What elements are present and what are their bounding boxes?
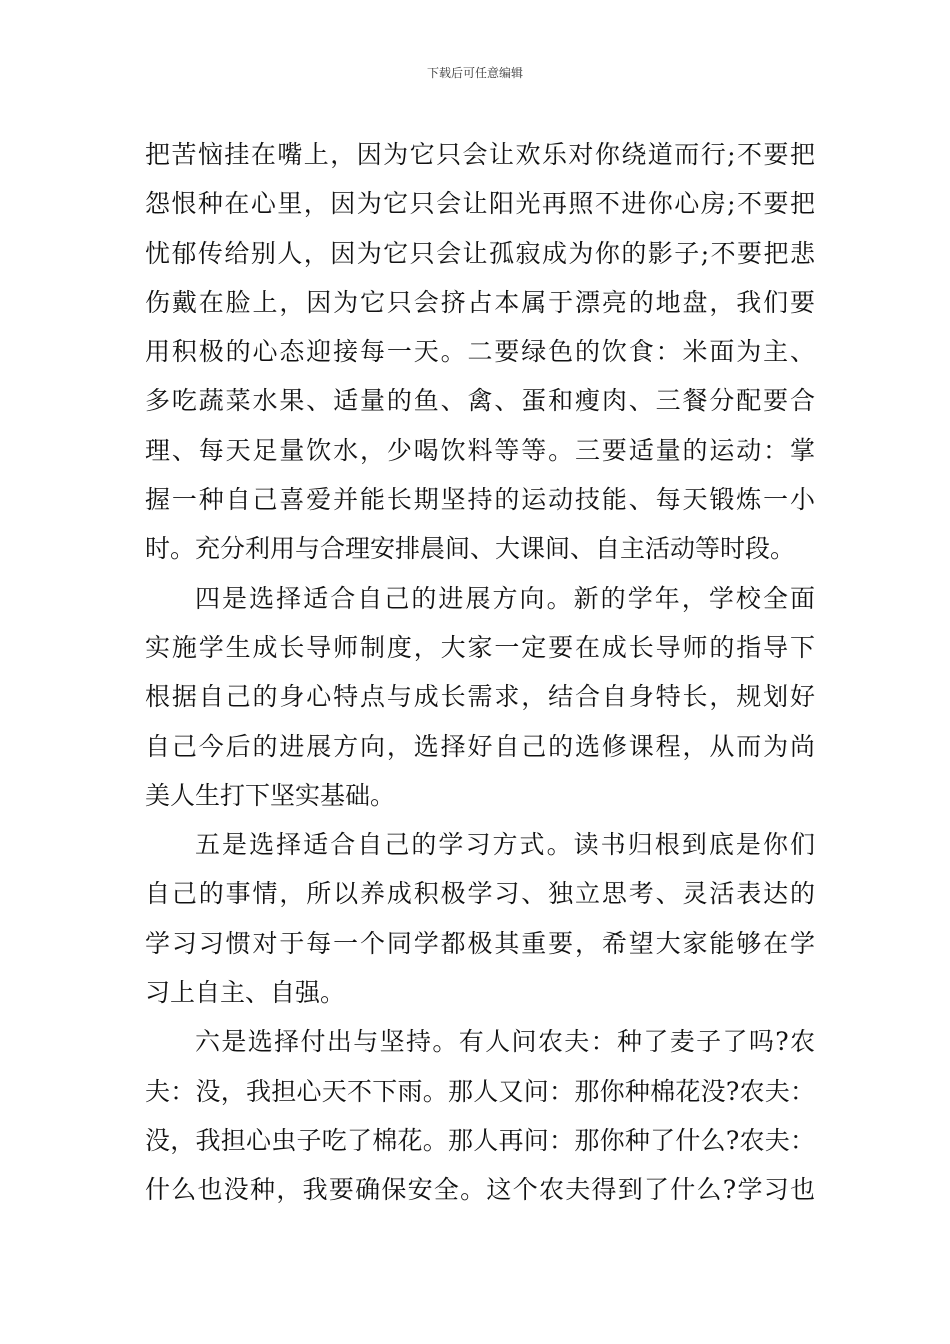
text-line: 习上自主、自强。 (145, 978, 346, 1008)
text-line: 时。充分利用与合理安排晨间、大课间、自主活动等时段。 (145, 534, 796, 564)
text-line: 美人生打下坚实基础。 (145, 780, 396, 810)
page-header: 下载后可任意编辑 (426, 66, 523, 80)
paragraph-start-line: 五是选择适合自己的学习方式。读书归根到底是你们 (195, 830, 815, 860)
text-line: 怨恨种在心里，因为它只会让阳光再照不进你心房;不要把 (145, 189, 815, 219)
document-body (145, 130, 815, 1215)
text-line: 学习习惯对于每一个同学都极其重要，希望大家能够在学 (145, 928, 815, 958)
text-line: 握一种自己喜爱并能长期坚持的运动技能、每天锻炼一小 (145, 485, 815, 515)
paragraph-start-line: 六是选择付出与坚持。有人问农夫：种了麦子了吗?农 (195, 1027, 815, 1057)
text-line: 夫：没，我担心天不下雨。那人又问：那你种棉花没?农夫： (145, 1076, 815, 1106)
text-line: 用积极的心态迎接每一天。二要绿色的饮食：米面为主、 (145, 337, 815, 367)
text-line: 实施学生成长导师制度，大家一定要在成长导师的指导下 (145, 632, 815, 662)
text-line: 根据自己的身心特点与成长需求，结合自身特长，规划好 (145, 682, 815, 712)
text-line: 没，我担心虫子吃了棉花。那人再问：那你种了什么?农夫： (145, 1125, 815, 1155)
text-line: 理、每天足量饮水，少喝饮料等等。三要适量的运动：掌 (145, 435, 815, 465)
text-line: 自己的事情，所以养成积极学习、独立思考、灵活表达的 (145, 879, 815, 909)
text-line: 自己今后的进展方向，选择好自己的选修课程，从而为尚 (145, 731, 815, 761)
text-line: 忧郁传给别人，因为它只会让孤寂成为你的影子;不要把悲 (145, 238, 815, 268)
paragraph-start-line: 四是选择适合自己的进展方向。新的学年，学校全面 (195, 583, 815, 613)
text-line: 伤戴在脸上，因为它只会挤占本属于漂亮的地盘，我们要 (145, 287, 815, 317)
text-line: 多吃蔬菜水果、适量的鱼、禽、蛋和瘦肉、三餐分配要合 (145, 386, 815, 416)
text-line: 把苦恼挂在嘴上，因为它只会让欢乐对你绕道而行;不要把 (145, 140, 815, 169)
text-line: 什么也没种，我要确保安全。这个农夫得到了什么?学习也 (145, 1175, 815, 1205)
